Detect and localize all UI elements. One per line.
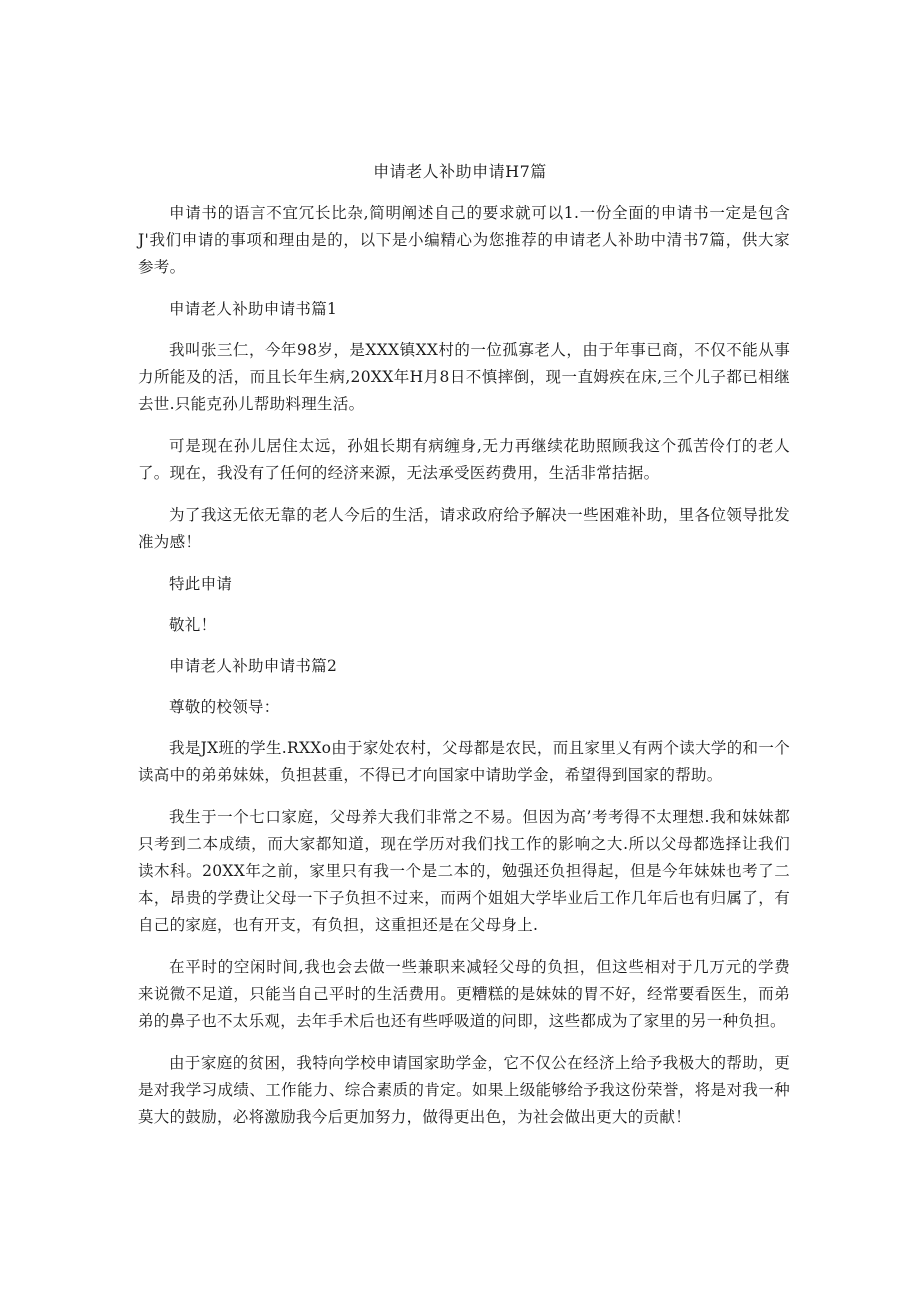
body-paragraph: 我生于一个七口家庭，父母养大我们非常之不易。但因为高’考考得不太理想.我和妹妹都只考到二本成绩，而大家都知道，现在学历对我们找工作的影响之大.所以父母都选择让我们读木科。20XX年之前，家里只有我一个是二本的，勉强还负担得起，但是今年妹妹也考了二本，昂贵的学费让父母一下子负担不过来，而两个姐姐大学毕业后工作几年后也有归属了，有自己的家庭，也有开支，有负担，这重担还是在父母身上. — [138, 808, 790, 934]
closing-line: 特此申请 — [169, 575, 233, 593]
body-paragraph: 我是JX班的学生.RXXo由于家处农村，父母都是农民，而且家里乂有两个读大学的和一个读高中的弟弟妹妹，负担甚重，不得已才向国家中请助学金，希望得到国家的帮助。 — [138, 739, 790, 784]
body-paragraph: 由于家庭的贫困，我特向学校申请国家助学金，它不仅公在经济上给予我极大的帮助，更是对我学习成绩、工作能力、综合素质的肯定。如果上级能够给予我这份荣誉，将是对我一种莫大的鼓励，必将激励我今后更加努力，做得更出色，为社会做出更大的贡献！ — [138, 1054, 790, 1126]
greeting-line: 尊敬的校领导： — [169, 698, 280, 716]
salutation-line: 敬礼！ — [169, 616, 217, 634]
intro-paragraph: 申请书的语言不宜冗长比杂,简明阐述自己的要求就可以1.一份全面的申请书一定是包含J'我们申请的事项和理由是的，以下是小编精心为您推荐的申请老人补助中清书7篇，供大家参考。 — [138, 204, 790, 276]
body-paragraph: 为了我这无依无靠的老人今后的生活，请求政府给予解决一些困难补助，里各位领导批发准为感！ — [138, 506, 790, 551]
document-title: 申请老人补助申请H7篇 — [373, 162, 547, 181]
body-paragraph: 可是现在孙儿居住太远，孙姐长期有病缠身,无力再继续花助照顾我这个孤苦伶仃的老人了。现在，我没有了任何的经济来源，无法承受医药费用，生活非常拮据。 — [138, 437, 790, 482]
body-paragraph: 我叫张三仁，今年98岁，是XXX镇XX村的一位孤寡老人，由于年事已商，不仅不能从事力所能及的活，而且长年生病,20XX年H月8日不慎摔倒，现一直姆疾在床,三个儿子都已相继去世.只能克孙儿帮助料理生活。 — [138, 341, 790, 413]
body-paragraph: 在平时的空闲时间,我也会去做一些兼职来减轻父母的负担，但这些相对于几万元的学费来说微不足道，只能当自己平时的生活费用。更糟糕的是妹妹的胃不好，经常要看医生，而弟弟的鼻子也不太乐观，去年手术后也还有些呼吸道的问即，这些都成为了家里的另一种负担。 — [138, 958, 790, 1030]
section-heading-1: 申请老人补助申请书篇1 — [169, 300, 338, 318]
section-heading-2: 申请老人补助申请书篇2 — [169, 657, 338, 675]
document-body — [138, 200, 790, 1146]
